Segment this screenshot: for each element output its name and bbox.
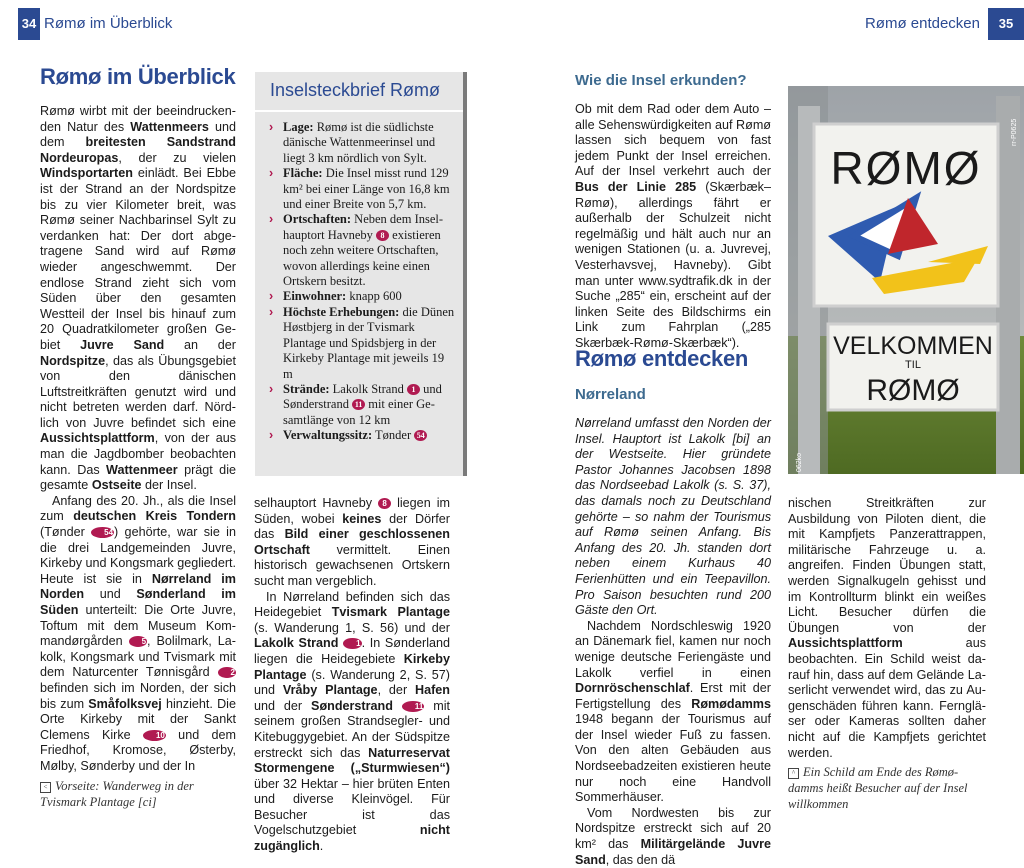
right-page-heading: Rømø entdecken [575, 346, 749, 371]
chevron-right-icon: › [269, 428, 274, 443]
info-box-title: Inselsteckbrief Rømø [255, 72, 463, 112]
map-marker-badge: 54 [414, 430, 427, 441]
sign-bottom-line3: RØMØ [866, 374, 960, 407]
right-caption-text: Ein Schild am Ende des Rømødamms heißt Besucher auf der Insel willkommen [788, 765, 968, 811]
info-box-item: › Lage: Rømø ist die südlichste dänische Wattenmeerinsel und liegt 3 km nördlich von Sylt. [269, 120, 436, 165]
paragraph: In Nørreland befinden sich das Heidegebiet Tvismark Plantage (s. Wanderung 1, S. 56) und der Lakolk Strand 1. In Sønderland liegen die Heidegebiete Kirkeby Plantage (s. Wanderung 2, S. 57) und Vråby Plantage, der Hafen und der Sønderstrand 11 mit seinem großen Strandsegler- und Kitebuggygebiet. An der Südspitze erstreckt sich das Naturreservat Stormengene („Sturmwiesen“) über 32 Hektar – hier brüten Enten und diverse Kleinvögel. Für Besucher ist das Vogelschutzgebiet nicht zugänglich. [254, 589, 451, 854]
sign-bottom-line1: VELKOMMEN [833, 332, 993, 360]
photo-credit: 062ko [796, 452, 803, 472]
map-marker-badge: 11 [352, 399, 365, 410]
running-head-left: Rømø im Überblick [44, 15, 173, 32]
map-marker-badge: 10 [143, 730, 166, 741]
left-column-2 [254, 496, 450, 855]
info-box-list [255, 112, 463, 444]
info-box-item: › Strände: Lakolk Strand 1 und Sønderstrand 11 mit einer Gesamtlänge von 12 km [269, 381, 442, 427]
running-head-right: Rømø entdecken [864, 15, 980, 32]
map-marker-badge: 11 [402, 701, 424, 712]
region-subheading: Nørreland [575, 386, 646, 403]
info-box-item: › Fläche: Die Insel misst rund 129 km² bei einer Länge von 16,8 km und einer Breite von 5,7 km. [269, 166, 450, 212]
explore-text [575, 102, 771, 352]
map-marker-badge: 54 [91, 527, 114, 538]
paragraph: selhauptort Havneby 8 liegen im Süden, wobei keines der Dörfer das Bild einer geschlossenen Ortschaft vermittelt. Einen historisch gewachsenen Ortskern sucht man vergeblich. [254, 496, 451, 588]
right-column-a [575, 416, 771, 868]
photo-credit-top: rr-P0625 [1011, 118, 1018, 146]
paragraph: Nørreland umfasst den Norden der Insel. Hauptort ist Lakolk [bi] an der Westseite. Hier gründete Pastor Johannes Jacobsen 1898 das Nordseebad Lakolk (s. S. 37), das damals noch zu Deutschland gehörte – so nahm der Tourismus auf Rømø seinen Anfang. Bis Anfang des 20. Jh. standen dort neben einem Kurhaus 40 Ferienhütten und ein Teepavillon. Pro Saison besuchten rund 200 Gäste den Ort. [575, 416, 771, 618]
map-marker-badge: 1 [407, 384, 420, 395]
map-marker-badge: 5 [129, 636, 147, 647]
sign-bottom-line2: TIL [905, 359, 921, 371]
chevron-right-icon: › [269, 304, 274, 319]
chevron-right-icon: › [269, 212, 274, 227]
map-marker-badge: 8 [378, 498, 391, 509]
chevron-right-icon: › [269, 120, 274, 134]
left-caption [40, 778, 230, 810]
paragraph: Nachdem Nordschleswig 1920 an Dänemark fiel, kamen nur noch wenige deutsche Feriengäste und Lakolk verfiel in einen Dornröschenschlaf. Erst mit der Fertigstellung des Rømødamms 1948 begann der Tourismus auf der Insel wieder Fuß zu fassen. Von den alten Gebäuden aus Nordseebadzeiten existieren heute nur noch eine Handvoll Sommerhäuser. [575, 618, 771, 805]
chevron-right-icon: › [269, 289, 274, 304]
info-box [255, 72, 467, 476]
left-caption-text: Vorseite: Wanderweg in der Tvismark Plantage [ci] [40, 779, 194, 809]
sign-photo-graphic [788, 86, 1024, 474]
info-box-item: › Verwaltungssitz: Tønder 54 [269, 428, 455, 443]
info-box-item: › Höchste Erhebungen: die Dünen Høstbjerg in der Tvismark Plantage und Spidsbjerg in der Kirkeby Plantage mit jeweils 19 m [269, 304, 455, 381]
page-number-right: 35 [988, 8, 1024, 40]
chevron-right-icon: › [269, 381, 274, 396]
right-column-b [788, 496, 986, 761]
explore-subheading: Wie die Insel erkunden? [575, 72, 747, 89]
left-column-1 [40, 104, 236, 775]
paragraph: nischen Streitkräften zur Ausbildung von Piloten dient, die mit Kampfjets Panzerattrappen, militärische Fahrzeuge u. a. angreifen. Finden Übungen statt, werden Signalkugeln gehisst und im Kontrollturm blinkt ein weißes Licht. Besucher dürfen die Übungen von der Aussichtsplattform aus beobachten. Ein Schild weist darauf hin, dass auf dem Gelände Laserlicht verwendet wird, das zu Augenschäden führen kann. Ferngläser oder Kameras sollten daher nicht auf die Kampfjets gerichtet werden. [788, 496, 986, 760]
arrow-left-icon: < [40, 782, 51, 793]
paragraph: Rømø wirbt mit der beeindruckenden Natur des Wattenmeers und dem breitesten Sandstrand Nordeuropas, der zu vielen Windsportarten einlädt. Bei Ebbe ist der Strand an der Nordspitze bis zu vier Kilometer breit, was Rømø seiner Nachbarinsel Sylt zu verdanken hat: Der dort abgetragene Sand wird auf Rømø wieder angeschwemmt. Der endlose Strand zieht sich vom Süden über den gesamten Westteil der Insel bis hinauf zum 20 Quadratkilometer großen Gebiet Juvre Sand an der Nordspitze, das als Übungsgebiet von den dänischen Luftstreitkräften genutzt wird und nicht betreten werden darf. Nördlich von Juvre befindet sich eine Aussichtsplattform, von der aus man die Jagdbomber beobachten kann. Das Wattenmeer prägt die gesamte Ostseite der Insel. [40, 104, 236, 493]
arrow-up-icon: ^ [788, 768, 799, 779]
paragraph: Anfang des 20. Jh., als die Insel zum deutschen Kreis Tondern (Tønder 54) gehörte, war sie in die drei Landgemeinden Juvre, Kirkeby und Kongsmark gegliedert. Heute ist sie in Nørreland im Norden und Sønderland im Süden unterteilt: Die Orte Juvre, Toftum mit dem Museum Kommandørgården 5, Bolilmark, Lakolk, Kongsmark und Tvismark mit dem Naturcenter Tønnisgård 2 befinden sich im Norden, der sich bis zum Småfolksvej hinzieht. Die Orte Kirkeby mit der Sankt Clemens Kirke 10 und dem Friedhof, Kromose, Østerby, Mølby, Sønderby und der In [40, 493, 237, 773]
paragraph: Ob mit dem Rad oder dem Auto – alle Sehenswürdigkeiten auf Rømø lassen sich bequem von fast jedem Punkt der Insel erreichen. Auf der Insel verkehrt auch der Bus der Linie 285 (Skærbæk–Rømø), allerdings fährt er außerhalb der Schulzeit nicht regelmäßig und hält auch nur an wenigen Stationen (u. a. Juvrevej, Vesterhavsvej, Havneby). Gibt man unter www.sydtrafik.dk in der Suche „285“ ein, erscheint auf der linken Seite des Bildschirms ein Link zum Fahrplan („285 Skærbæk-Rømø-Skærbæk“). [575, 102, 771, 350]
map-marker-badge: 2 [218, 667, 236, 678]
right-caption [788, 764, 988, 812]
page-number-left: 34 [18, 8, 40, 40]
left-page-heading: Rømø im Überblick [40, 64, 236, 89]
paragraph: Vom Nordwesten bis zur Nordspitze erstreckt sich auf 20 km² das Militärgelände Juvre Sand, das den dä [575, 805, 771, 867]
map-marker-badge: 8 [376, 230, 389, 241]
sign-photo [788, 86, 1024, 474]
sign-top-text: RØMØ [830, 142, 982, 194]
info-box-item: › Einwohner: knapp 600 [269, 289, 402, 304]
chevron-right-icon: › [269, 166, 274, 181]
info-box-item: › Ortschaften: Neben dem Inselhauptort Havneby 8 existieren noch zehn weitere Ortschaften, wovon allerdings keine einen Ortskern besitzt. [269, 212, 444, 289]
map-marker-badge: 1 [343, 638, 361, 649]
